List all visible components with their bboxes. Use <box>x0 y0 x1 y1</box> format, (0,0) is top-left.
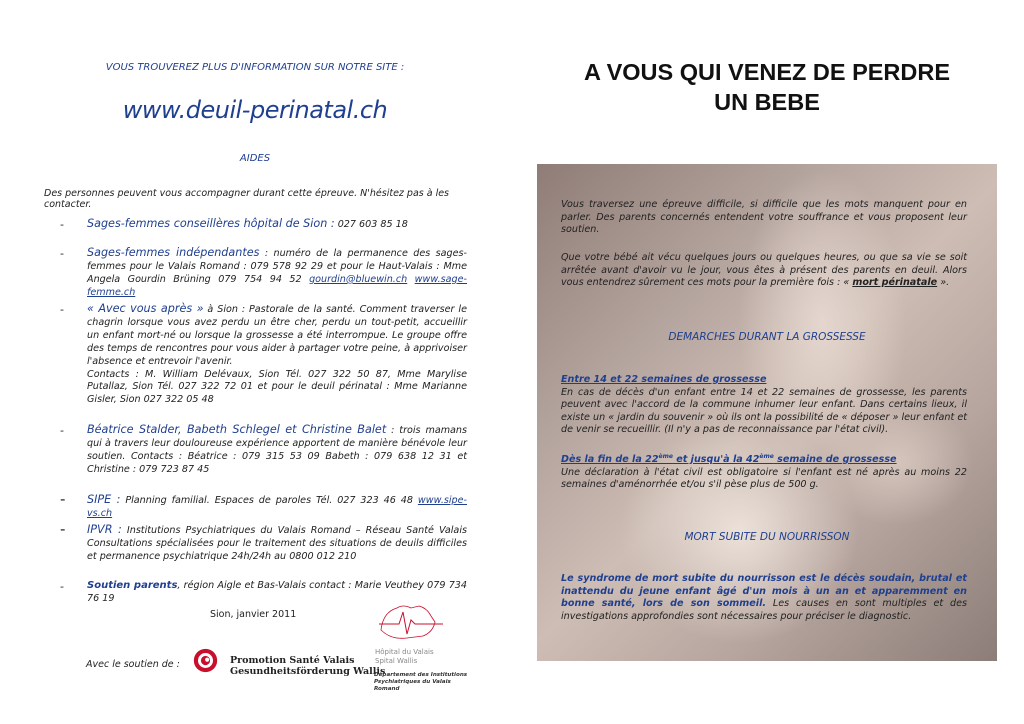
list-dash: - <box>60 303 64 316</box>
hand-photo-panel <box>537 164 997 661</box>
hv-sub-2: Psychiatriques du Valais Romand <box>374 679 451 692</box>
section-title-grossesse: DEMARCHES DURANT LA GROSSESSE <box>668 331 866 343</box>
item-heading: « Avec vous après » <box>87 302 204 315</box>
item-body: , région Aigle et Bas-Valais contact : Marie Veuthey 079 734 76 19 <box>87 580 468 604</box>
item-body: à Sion : Pastorale de la santé. Comment traverser le chagrin lorsque vous avez perdu un être cher, perdu un tout-petit, accueillir un enfant mort-né ou lorsque la grossesse a été interrompue. Le groupe offre des temps de rencontres pour vous aider à partager votre peine, à apprivoiser l'absence et entrevoir l'avenir. <box>87 304 467 367</box>
aides-heading: AIDES <box>239 153 271 164</box>
email-link[interactable]: gourdin@bluewin.ch <box>309 273 408 285</box>
section3-block <box>561 573 967 623</box>
s2-head-a: Dès la fin de la 22 <box>561 454 659 466</box>
list-dash: - <box>60 580 64 593</box>
s3-bold: Le syndrome de mort subite du nourrisson est le décès soudain, brutal et inattendu du jeune enfant âgé d'un mois à un an et apparemment en bonne santé, lors de son sommeil. <box>561 573 967 609</box>
item-text <box>87 303 467 407</box>
item-body: 027 603 85 18 <box>334 219 408 230</box>
promotion-sante-text <box>230 655 385 677</box>
item-body: Institutions Psychiatriques du Valais Romand – Réseau Santé Valais Consultations spécialisées pour le traitement des situations de deuils difficiles et permanence psychiatrique 24h/24h au 0800 012 210 <box>87 525 467 562</box>
hv-sub-1: Département des Institutions <box>374 672 468 678</box>
intro-paragraph-2 <box>561 252 967 290</box>
title-line-2: UN BEBE <box>714 89 820 115</box>
intro2-a: Que votre bébé ait vécu quelques jours ou quelques heures, ou que sa vie se soit arrêtée avant d'avoir vu le jour, vous êtes à présent des parents en deuil. Alors vous entendrez sûrement ces mots pour la première fois : « <box>561 252 967 288</box>
psv-line-1: Promotion Santé Valais <box>230 655 355 666</box>
title-line-1: A VOUS QUI VENEZ DE PERDRE <box>583 59 951 85</box>
list-dash: - <box>60 490 66 508</box>
item-heading: SIPE : <box>87 493 121 506</box>
item-text <box>87 424 467 477</box>
item-heading: Soutien parents <box>87 580 178 591</box>
item-heading: Sages-femmes conseillères hôpital de Sion : <box>87 217 335 230</box>
s2-heading <box>561 451 967 467</box>
item-body: Planning familial. Espaces de paroles Tél. 027 323 46 48 <box>120 495 418 506</box>
section2-block <box>561 451 967 492</box>
list-dash: - <box>60 218 64 231</box>
date-line: Sion, janvier 2011 <box>210 609 297 620</box>
hopital-valais-logo-icon <box>373 600 463 650</box>
item-heading: Sages-femmes indépendantes <box>87 246 260 259</box>
list-dash: - <box>60 424 64 437</box>
page-title <box>537 57 997 117</box>
hv-line-1: Hôpital du Valais <box>375 648 434 656</box>
list-dash: - <box>60 247 64 260</box>
s2-sup-2: ème <box>759 453 774 460</box>
s2-head-c: semaine de grossesse <box>773 454 897 466</box>
item-text <box>87 247 467 300</box>
website-url[interactable]: www.deuil-perinatal.ch <box>122 96 388 124</box>
sponsor-label: Avec le soutien de : <box>86 659 180 670</box>
s2-head-b: et jusqu'à la 42 <box>672 454 760 466</box>
section-title-mort-subite: MORT SUBITE DU NOURRISSON <box>684 531 850 543</box>
item-body: : numéro de la permanence des sages-femmes pour le Valais Romand : 079 578 92 29 et pour le Haut-Valais : Mme Angela Gourdin Brüning 079 754 94 52 <box>87 248 467 285</box>
hopital-valais-text <box>375 648 434 665</box>
intro-paragraph-1: Vous traversez une épreuve difficile, si difficile que les mots manquent pour en parler. Des parents concernés entendent votre souffrance et vous proposent leur soutien. <box>561 199 967 235</box>
s1-heading: Entre 14 et 22 semaines de grossesse <box>561 374 767 385</box>
item-heading: IPVR : <box>87 523 122 536</box>
item-text <box>87 218 467 232</box>
item-text <box>87 524 467 564</box>
item-heading: Béatrice Stalder, Babeth Schlegel et Christine Balet <box>87 423 387 436</box>
s3-body: Les causes en sont multiples et des investigations approfondies sont nécessaires pour préciser le diagnostic. <box>561 598 967 622</box>
s2-body: Une déclaration à l'état civil est obligatoire si l'enfant est né après au moins 22 semaines d'aménorrhée et/ou s'il pèse plus de 500 g. <box>561 466 967 491</box>
list-dash: - <box>60 520 66 538</box>
website-link[interactable]: www.sage-femme.ch <box>87 273 467 298</box>
left-panel <box>40 0 470 724</box>
psv-line-2: Gesundheitsförderung Wallis <box>230 666 386 677</box>
item-body: : trois mamans qui à travers leur douloureuse expérience apportent de manière bénévole leur soutien. Contacts : Béatrice : 079 315 53 09 Babeth : 079 638 12 31 et Christine : 079 723 87 45 <box>87 425 467 475</box>
s1-body: En cas de décès d'un enfant entre 14 et 22 semaines de grossesse, les parents peuvent avec l'accord de la commune inhumer leur enfant. Dans certains lieux, il existe un « jardin du souvenir » où ils ont la possibilité de « déposer » leur enfant et de venir se recueillir. (Il n'y a pas de reconnaissance par l'état civil). <box>561 386 967 435</box>
promotion-sante-logo-icon <box>193 648 218 673</box>
hopital-valais-subtext <box>374 672 470 693</box>
lead-text: Des personnes peuvent vous accompagner durant cette épreuve. N'hésitez pas à les contacter. <box>44 188 450 210</box>
site-intro: VOUS TROUVEREZ PLUS D'INFORMATION SUR NOTRE SITE : <box>105 62 405 73</box>
intro2-term: mort périnatale <box>852 277 938 288</box>
sipe-link[interactable]: www.sipe-vs.ch <box>87 495 467 519</box>
hv-line-2: Spital Wallis <box>375 656 418 665</box>
item-body-contacts: Contacts : M. William Delévaux, Sion Tél. 027 322 50 87, Mme Marylise Putallaz, Sion Tél. 027 322 72 01 et pour le deuil périnatal : Mme Marianne Gisler, Sion 027 322 05 48 <box>87 368 467 406</box>
section1-block <box>561 374 967 437</box>
item-text <box>87 494 467 521</box>
s2-sup-1: ème <box>658 453 673 460</box>
intro2-c: ». <box>937 277 950 288</box>
